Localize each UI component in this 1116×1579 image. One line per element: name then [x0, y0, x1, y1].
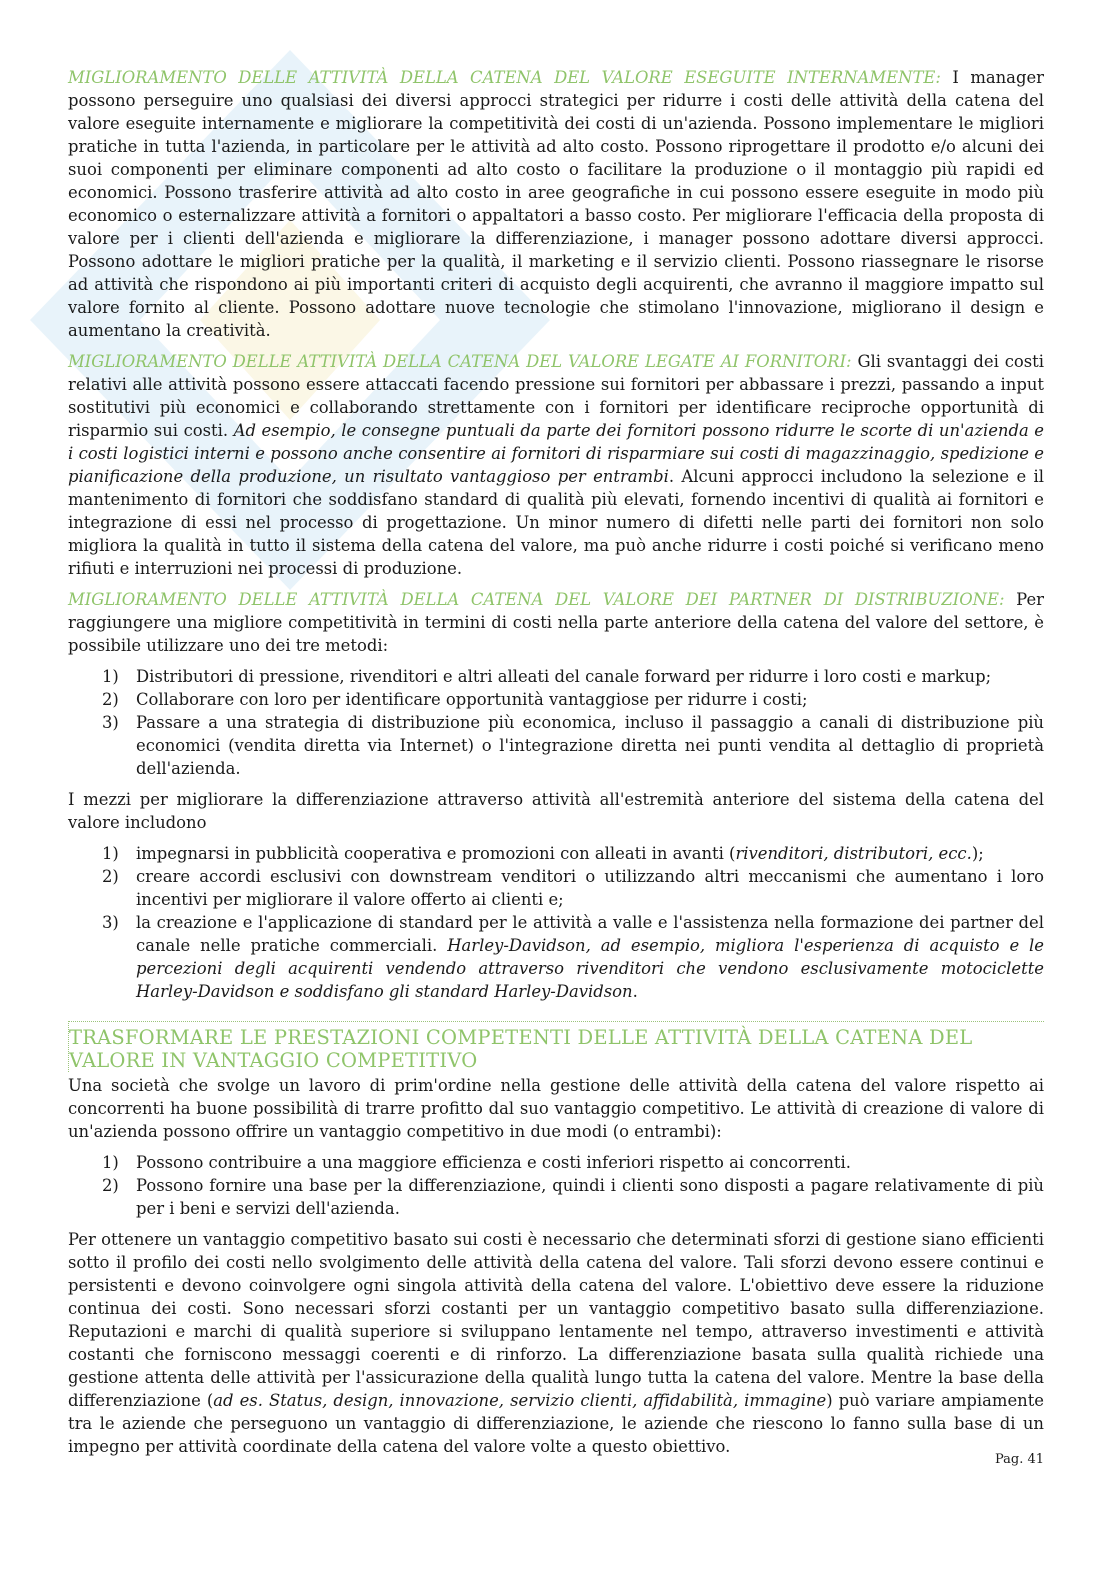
- paragraph-differentiation-means: I mezzi per migliorare la differenziazione attraverso attività all'estremità anteriore del sistema della catena del valore includono: [68, 790, 1044, 832]
- paragraph-italic: Ad esempio, le consegne puntuali da parte dei fornitori possono ridurre le scorte di un'azienda e i costi logistici interni e possono anche consentire ai fornitori di risparmiare sui costi di magazzinaggio, spedizione e pianificazione della produzione, un risultato vantaggioso per entrambi: [68, 421, 1044, 486]
- paragraph-internal-activities: [68, 66, 1044, 342]
- list-number: 2): [102, 690, 119, 709]
- page-number: Pag. 41: [994, 1452, 1044, 1467]
- list-item: [68, 842, 1044, 865]
- paragraph-lead: MIGLIORAMENTO DELLE ATTIVITÀ DELLA CATENA DEL VALORE DEI PARTNER DI DISTRIBUZIONE:: [68, 590, 1005, 609]
- paragraph-distribution-partners: [68, 588, 1044, 657]
- list-text: Passare a una strategia di distribuzione più economica, incluso il passaggio a canali di distribuzione più economici (vendita diretta via Internet) o l'integrazione diretta nei punti vendita al dettaglio di proprietà dell'azienda.: [136, 713, 1044, 778]
- list-text: );: [971, 844, 984, 863]
- list-text: creare accordi esclusivi con downstream venditori o utilizzando altri meccanismi che aumentano i loro incentivi per migliorare il valore offerto ai clienti e;: [136, 867, 1044, 909]
- list-number: 3): [102, 913, 119, 932]
- paragraph-italic: ad es. Status, design, innovazione, servizio clienti, affidabilità, immagine: [213, 1391, 827, 1410]
- paragraph-text: Per ottenere un vantaggio competitivo basato sui costi è necessario che determinati sforzi di gestione siano efficienti sotto il profilo dei costi nello svolgimento delle attività della catena del valore. Tali sforzi devono essere continui e persistenti e devono coinvolgere ogni singola attività della catena del valore. L'obiettivo deve essere la riduzione continua dei costi. Sono necessari sforzi costanti per un vantaggio competitivo basato sulla differenziazione. Reputazioni e marchi di qualità superiore si sviluppano lentamente nel tempo, attraverso investimenti e attività costanti che forniscono messaggi coerenti e di rinforzo. La differenziazione basata sulla qualità richiede una gestione attenta delle attività per l'assicurazione della qualità lungo tutta la catena del valore. Mentre la base della differenziazione (: [68, 1230, 1044, 1410]
- paragraph-text: ) può variare ampiamente tra le aziende che perseguono un vantaggio di differenziazione, le aziende che riescono lo fanno sulla base di un impegno per attività coordinate della catena del valore volte a questo obiettivo.: [68, 1391, 1044, 1456]
- list-text: .: [632, 982, 638, 1001]
- list-text: Possono contribuire a una maggiore efficienza e costi inferiori rispetto ai concorrenti.: [136, 1153, 851, 1172]
- list-number: 3): [102, 713, 119, 732]
- paragraph-cost-advantage: [68, 1228, 1044, 1458]
- paragraph-competitive-advantage: Una società che svolge un lavoro di prim'ordine nella gestione delle attività della catena del valore rispetto ai concorrenti ha buone possibilità di trarre profitto dal suo vantaggio competitivo. Le attività di creazione di valore di un'azienda possono offrire un vantaggio competitivo in due modi (o entrambi):: [68, 1076, 1044, 1141]
- list-number: 1): [102, 1153, 119, 1172]
- list-italic: Harley-Davidson, ad esempio, migliora l'esperienza di acquisto e le percezioni degli acquirenti vendendo attraverso rivenditori che vendono esclusivamente motociclette Harley-Davidson e soddisfano gli standard Harley-Davidson: [136, 936, 1044, 1001]
- numbered-list-methods: [68, 665, 1044, 780]
- list-text: Distributori di pressione, rivenditori e altri alleati del canale forward per ridurre i loro costi e markup;: [136, 667, 992, 686]
- paragraph-text: . Alcuni approcci includono la selezione e il mantenimento di fornitori che soddisfano standard di qualità più elevati, fornendo incentivi di qualità ai fornitori e integrazione di essi nel processo di progettazione. Un minor numero di difetti nelle parti dei fornitori non solo migliora la qualità in tutto il sistema della catena del valore, ma può anche ridurre i costi poiché si verificano meno rifiuti e interruzioni nei processi di produzione.: [68, 467, 1044, 578]
- list-text: la creazione e l'applicazione di standard per le attività a valle e l'assistenza nella formazione dei partner del canale nelle pratiche commerciali.: [136, 913, 1044, 955]
- list-item: [68, 911, 1044, 1003]
- list-text: Collaborare con loro per identificare opportunità vantaggiose per ridurre i costi;: [136, 690, 808, 709]
- paragraph-lead: MIGLIORAMENTO DELLE ATTIVITÀ DELLA CATENA DEL VALORE LEGATE AI FORNITORI:: [68, 352, 852, 371]
- section-heading: TRASFORMARE LE PRESTAZIONI COMPETENTI DELLE ATTIVITÀ DELLA CATENA DEL VALORE IN VANTAGGIO COMPETITIVO: [69, 1026, 973, 1072]
- paragraph-lead: MIGLIORAMENTO DELLE ATTIVITÀ DELLA CATENA DEL VALORE ESEGUITE INTERNAMENTE:: [68, 68, 941, 87]
- list-item: [68, 665, 1044, 688]
- paragraph-supplier-activities: [68, 350, 1044, 580]
- numbered-list-advantage: [68, 1151, 1044, 1220]
- list-item: [68, 1151, 1044, 1174]
- list-item: [68, 865, 1044, 911]
- document-page: [68, 66, 1044, 1466]
- list-text: Possono fornire una base per la differenziazione, quindi i clienti sono disposti a pagare relativamente di più per i beni e servizi dell'azienda.: [136, 1176, 1044, 1218]
- paragraph-text: Per raggiungere una migliore competitività in termini di costi nella parte anteriore della catena del valore del settore, è possibile utilizzare uno dei tre metodi:: [68, 590, 1044, 655]
- list-item: [68, 688, 1044, 711]
- list-item: [68, 711, 1044, 780]
- list-number: 2): [102, 867, 119, 886]
- numbered-list-differentiation: [68, 842, 1044, 1003]
- paragraph-text: I manager possono perseguire uno qualsiasi dei diversi approcci strategici per ridurre i costi delle attività della catena del valore eseguite internamente e migliorare la competitività dei costi di un'azienda. Possono implementare le migliori pratiche in tutta l'azienda, in particolare per le attività ad alto costo. Possono riprogettare il prodotto e/o alcuni dei suoi componenti per eliminare componenti ad alto costo o facilitare la produzione o il montaggio più rapidi ed economici. Possono trasferire attività ad alto costo in aree geografiche in cui possono essere eseguite in modo più economico o esternalizzare attività a fornitori o appaltatori a basso costo. Per migliorare l'efficacia della proposta di valore per i clienti dell'azienda e migliorare la differenziazione, i manager possono adottare diversi approcci. Possono adottare le migliori pratiche per la qualità, il marketing e il servizio clienti. Possono riassegnare le risorse ad attività che rispondono ai più importanti criteri di acquisto degli acquirenti, che avranno il maggiore impatto sul valore fornito al cliente. Possono adottare nuove tecnologie che stimolano l'innovazione, migliorano il design e aumentano la creatività.: [68, 68, 1044, 340]
- list-text: impegnarsi in pubblicità cooperativa e promozioni con alleati in avanti (: [136, 844, 736, 863]
- list-number: 1): [102, 667, 119, 686]
- section-heading-block: [68, 1021, 1044, 1072]
- list-number: 2): [102, 1176, 119, 1195]
- list-italic: rivenditori, distributori, ecc.: [735, 844, 972, 863]
- paragraph-text: Gli svantaggi dei costi relativi alle attività possono essere attaccati facendo pressione sui fornitori per abbassare i prezzi, passando a input sostitutivi più economici e collaborando strettamente con i fornitori per identificare reciproche opportunità di risparmio sui costi.: [68, 352, 1045, 440]
- list-number: 1): [102, 844, 119, 863]
- list-item: [68, 1174, 1044, 1220]
